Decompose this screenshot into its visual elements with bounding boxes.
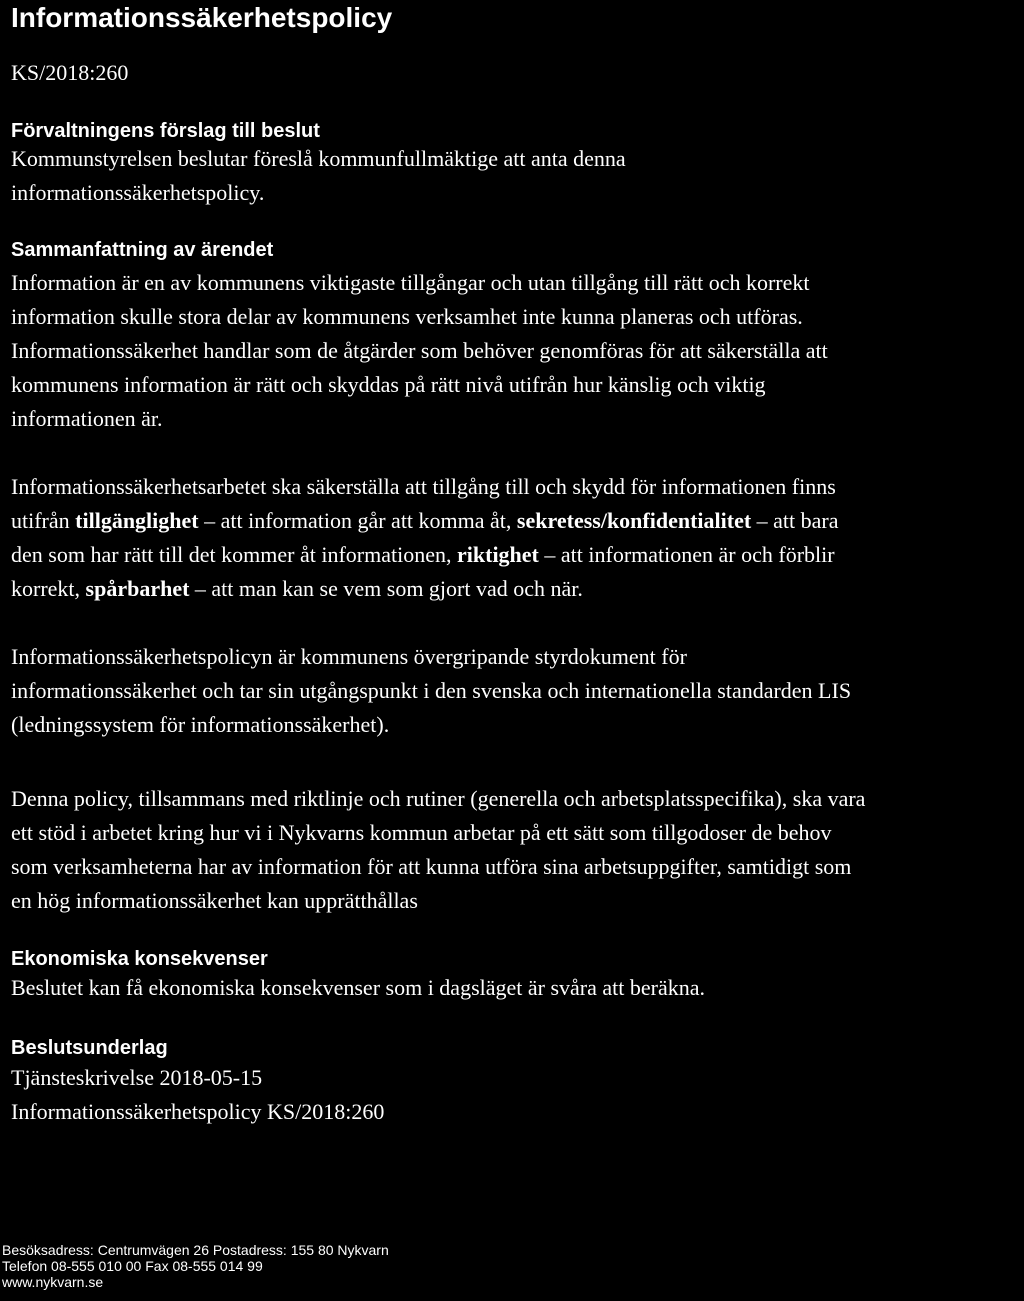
basis-item: Tjänsteskrivelse 2018-05-15	[11, 1065, 263, 1090]
text-run: korrekt,	[11, 576, 86, 601]
footer-phone: Telefon 08-555 010 00 Fax 08-555 014 99	[2, 1258, 263, 1274]
footer-address: Besöksadress: Centrumvägen 26 Postadress: 155 80 Nykvarn	[2, 1242, 389, 1258]
footer	[2, 1242, 389, 1290]
summary-line	[11, 504, 1016, 538]
summary-line: kommunens information är rätt och skyddas på rätt nivå utifrån hur känslig och viktig	[11, 372, 766, 397]
text-run: utifrån	[11, 508, 76, 533]
proposal-line: informationssäkerhetspolicy.	[11, 180, 265, 205]
summary-paragraph-4	[11, 782, 1016, 918]
summary-line	[11, 538, 1016, 572]
summary-line: Denna policy, tillsammans med riktlinje och rutiner (generella och arbetsplatsspecifika), ska vara	[11, 786, 866, 811]
summary-paragraph-3	[11, 640, 1016, 742]
proposal-text	[11, 142, 1016, 210]
summary-line: Information är en av kommunens viktigaste tillgångar och utan tillgång till rätt och korrekt	[11, 270, 810, 295]
basis-heading: Beslutsunderlag	[11, 1037, 168, 1059]
proposal-heading: Förvaltningens förslag till beslut	[11, 120, 320, 142]
term-integrity: riktighet	[457, 542, 539, 567]
summary-line: Informationssäkerhet handlar som de åtgärder som behöver genomföras för att säkerställa att	[11, 338, 828, 363]
document-reference: KS/2018:260	[11, 60, 129, 85]
text-run: – att man kan se vem som gjort vad och när.	[189, 576, 583, 601]
summary-paragraph-1	[11, 266, 1016, 436]
summary-line: information skulle stora delar av kommunens verksamhet inte kunna planeras och utföras.	[11, 304, 803, 329]
summary-line: ett stöd i arbetet kring hur vi i Nykvarns kommun arbetar på ett sätt som tillgodoser de behov	[11, 820, 832, 845]
footer-website: www.nykvarn.se	[2, 1274, 104, 1290]
summary-line: en hög informationssäkerhet kan upprätthållas	[11, 888, 418, 913]
text-run: – att informationen är och förblir	[538, 542, 835, 567]
summary-line: som verksamheterna har av information för att kunna utföra sina arbetsuppgifter, samtidigt som	[11, 854, 852, 879]
summary-line	[11, 572, 1016, 606]
term-traceability: spårbarhet	[85, 576, 190, 601]
basis-item: Informationssäkerhetspolicy KS/2018:260	[11, 1099, 385, 1124]
economic-heading: Ekonomiska konsekvenser	[11, 948, 268, 970]
economic-text: Beslutet kan få ekonomiska konsekvenser som i dagsläget är svåra att beräkna.	[11, 975, 705, 1000]
summary-line: Informationssäkerhetspolicyn är kommunens övergripande styrdokument för	[11, 644, 687, 669]
summary-line: informationen är.	[11, 406, 163, 431]
document-title: Informationssäkerhetspolicy	[11, 2, 393, 33]
summary-heading: Sammanfattning av ärendet	[11, 239, 274, 261]
summary-line: (ledningssystem för informationssäkerhet).	[11, 712, 390, 737]
text-run: den som har rätt till det kommer åt informationen,	[11, 542, 457, 567]
term-availability: tillgänglighet	[75, 508, 199, 533]
text-run: – att information går att komma åt,	[198, 508, 517, 533]
summary-line: informationssäkerhet och tar sin utgångspunkt i den svenska och internationella standarden LIS	[11, 678, 852, 703]
term-confidentiality: sekretess/konfidentialitet	[516, 508, 752, 533]
summary-line: Informationssäkerhetsarbetet ska säkerställa att tillgång till och skydd för informationen finns	[11, 474, 836, 499]
text-run: – att bara	[751, 508, 839, 533]
proposal-line: Kommunstyrelsen beslutar föreslå kommunfullmäktige att anta denna	[11, 146, 626, 171]
summary-paragraph-2	[11, 470, 1016, 606]
